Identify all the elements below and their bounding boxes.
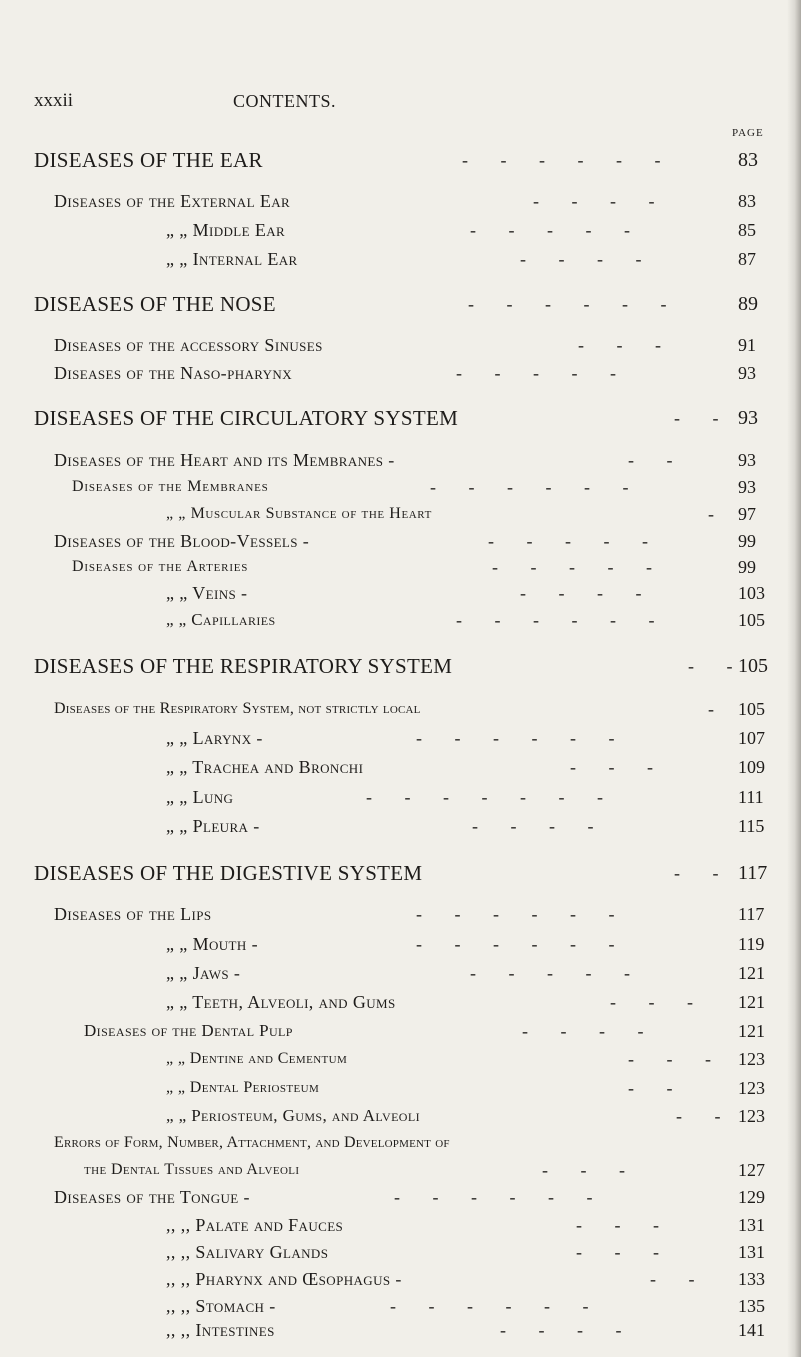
leader-dashes: - - - [576, 1215, 673, 1235]
entry-title: „ „ Mouth - [166, 934, 258, 954]
entry-title: ,, ,, Pharynx and Œsophagus - [166, 1269, 402, 1289]
entry-page: 131 [738, 1215, 765, 1235]
entry-page: 93 [738, 450, 756, 470]
entry-title: Diseases of the accessory Sinuses [54, 335, 323, 355]
entry-title: DISEASES OF THE RESPIRATORY SYSTEM [34, 654, 453, 678]
leader-dashes: - - - - - - [416, 728, 629, 748]
entry-title: Diseases of the Naso-pharynx [54, 363, 293, 383]
toc-entry [0, 361, 801, 387]
leader-dashes: - - [676, 1106, 735, 1126]
entry-page: 109 [738, 757, 765, 777]
leader-dashes: - - - - - - [468, 294, 681, 314]
entry-page: 141 [738, 1320, 765, 1340]
entry-title: „ „ Periosteum, Gums, and Alveoli [166, 1106, 421, 1125]
toc-entry [0, 697, 801, 723]
entry-title: „ „ Capillaries [166, 610, 276, 629]
leader-dashes: - - - - [522, 1021, 658, 1041]
leader-dashes: - - - [610, 992, 707, 1012]
leader-dashes: - - - - - - [390, 1296, 603, 1316]
entry-page: 105 [738, 699, 765, 719]
leader-dashes: - - - - - [456, 363, 630, 383]
toc-entry [0, 247, 801, 273]
toc-entry [0, 581, 801, 607]
entry-title: ,, ,, Salivary Glands [166, 1242, 329, 1262]
entry-page: 135 [738, 1296, 765, 1316]
toc-entry [0, 932, 801, 958]
entry-title: „ „ Jaws - [166, 963, 241, 983]
toc-entry [0, 1240, 801, 1266]
toc-section-heading [0, 654, 801, 680]
entry-page: 117 [738, 904, 765, 924]
entry-page: 91 [738, 335, 756, 355]
toc-entry [0, 814, 801, 840]
toc-entry [0, 1076, 801, 1102]
entry-title: Diseases of the Tongue - [54, 1187, 250, 1207]
entry-page: 99 [738, 557, 756, 577]
toc-entry [0, 1047, 801, 1073]
toc-section-heading [0, 148, 801, 174]
leader-dashes: - [708, 504, 728, 524]
entry-page: 93 [738, 363, 756, 383]
entry-title: „ „ Dentine and Cementum [166, 1050, 348, 1067]
entry-page: 105 [738, 655, 768, 677]
leader-dashes: - - [674, 408, 733, 428]
leader-dashes: - - - - - - [430, 477, 643, 497]
toc-section-heading [0, 406, 801, 432]
entry-page: 115 [738, 816, 765, 836]
entry-page: 121 [738, 1021, 765, 1041]
entry-title: „ „ Teeth, Alveoli, and Gums [166, 992, 396, 1012]
entry-page: 85 [738, 220, 756, 240]
entry-title: ,, ,, Palate and Fauces [166, 1215, 344, 1235]
leader-dashes: - - - - - - [462, 150, 675, 170]
entry-title: „ „ Lung [166, 787, 234, 807]
toc-entry [0, 990, 801, 1016]
leader-dashes: - - [674, 863, 733, 883]
entry-page: 87 [738, 249, 756, 269]
toc-entry [0, 555, 801, 581]
leader-dashes: - - - [542, 1160, 639, 1180]
leader-dashes: - - - - [500, 1320, 636, 1340]
leader-dashes: - - - [576, 1242, 673, 1262]
toc-entry [0, 1158, 801, 1184]
entry-page: 93 [738, 407, 758, 429]
entry-title: „ „ Trachea and Bronchi [166, 757, 364, 777]
entry-title: DISEASES OF THE EAR [34, 148, 263, 172]
entry-title: Diseases of the Lips [54, 904, 212, 924]
entry-title: Diseases of the Membranes [72, 478, 269, 495]
entry-title: DISEASES OF THE CIRCULATORY SYSTEM [34, 406, 459, 430]
toc-entry [0, 502, 801, 528]
toc-entry [0, 448, 801, 474]
entry-page: 123 [738, 1049, 765, 1069]
entry-title: DISEASES OF THE DIGESTIVE SYSTEM [34, 861, 423, 885]
running-head-title: CONTENTS. [233, 91, 336, 111]
entry-title: „ „ Internal Ear [166, 249, 298, 269]
entry-title: ,, ,, Stomach - [166, 1296, 276, 1316]
entry-page: 129 [738, 1187, 765, 1207]
toc-entry [0, 1019, 801, 1045]
entry-title: Diseases of the Dental Pulp [84, 1021, 293, 1040]
leader-dashes: - - - - - - - [366, 787, 617, 807]
toc-entry [0, 218, 801, 244]
leader-dashes: - - - [628, 1049, 725, 1069]
toc-entry [0, 189, 801, 215]
leader-dashes: - - [688, 656, 747, 676]
leader-dashes: - - - - - [470, 220, 644, 240]
entry-page: 127 [738, 1160, 765, 1180]
leader-dashes: - - - - - [492, 557, 666, 577]
toc-entry [0, 608, 801, 634]
toc-entry [0, 1185, 801, 1211]
entry-page: 111 [738, 787, 764, 807]
entry-page: 99 [738, 531, 756, 551]
entry-page: 119 [738, 934, 765, 954]
toc-entry [0, 902, 801, 928]
toc-section-heading [0, 861, 801, 887]
entry-page: 97 [738, 504, 756, 524]
entry-page: 107 [738, 728, 765, 748]
entry-page: 93 [738, 477, 756, 497]
leader-dashes: - [708, 699, 728, 719]
entry-page: 123 [738, 1078, 765, 1098]
leader-dashes: - - [650, 1269, 709, 1289]
entry-title: „ „ Middle Ear [166, 220, 286, 240]
toc-entry [0, 755, 801, 781]
toc-entry [0, 1267, 801, 1293]
leader-dashes: - - - - - - [416, 934, 629, 954]
leader-dashes: - - - - - [470, 963, 644, 983]
toc-entry [0, 726, 801, 752]
leader-dashes: - - [628, 450, 687, 470]
entry-page: 89 [738, 293, 758, 315]
leader-dashes: - - - [578, 335, 675, 355]
leader-dashes: - - - [570, 757, 667, 777]
entry-title: ,, ,, Intestines [166, 1320, 275, 1340]
toc-section-heading [0, 292, 801, 318]
page-column-label: PAGE [732, 127, 764, 139]
leader-dashes: - - - - [533, 191, 669, 211]
toc-entry [0, 1131, 801, 1157]
leader-dashes: - - - - [520, 583, 656, 603]
entry-title: „ „ Dental Periosteum [166, 1079, 320, 1096]
leader-dashes: - - - - [520, 249, 656, 269]
entry-title: „ „ Larynx - [166, 728, 263, 748]
leader-dashes: - - - - - - [456, 610, 669, 630]
entry-title: Diseases of the Blood-Vessels - [54, 531, 310, 551]
toc-entry [0, 1213, 801, 1239]
entry-page: 83 [738, 149, 758, 171]
entry-page: 133 [738, 1269, 765, 1289]
entry-page: 123 [738, 1106, 765, 1126]
entry-page: 117 [738, 862, 768, 884]
toc-entry [0, 475, 801, 501]
entry-title: Diseases of the Respiratory System, not strictly local [54, 700, 421, 717]
toc-entry [0, 1318, 801, 1344]
entry-title: „ „ Pleura - [166, 816, 260, 836]
entry-page: 105 [738, 610, 765, 630]
entry-page: 121 [738, 963, 765, 983]
leader-dashes: - - - - [472, 816, 608, 836]
toc-entry [0, 1294, 801, 1320]
entry-page: 131 [738, 1242, 765, 1262]
entry-page: 83 [738, 191, 756, 211]
toc-entry [0, 333, 801, 359]
leader-dashes: - - [628, 1078, 687, 1098]
toc-entry [0, 961, 801, 987]
entry-title: Diseases of the Heart and its Membranes - [54, 450, 395, 470]
entry-title: Diseases of the External Ear [54, 191, 291, 211]
leader-dashes: - - - - - - [394, 1187, 607, 1207]
leader-dashes: - - - - - [488, 531, 662, 551]
entry-title: the Dental Tissues and Alveoli [84, 1161, 300, 1178]
entry-title: „ „ Muscular Substance of the Heart [166, 505, 432, 522]
entry-page: 121 [738, 992, 765, 1012]
roman-page-number: xxxii [34, 90, 74, 111]
toc-entry [0, 529, 801, 555]
toc-entry [0, 1104, 801, 1130]
entry-title: „ „ Veins - [166, 583, 248, 603]
entry-title: Errors of Form, Number, Attachment, and Development of [54, 1134, 450, 1151]
entry-title: Diseases of the Arteries [72, 558, 249, 575]
toc-entry [0, 785, 801, 811]
entry-title: DISEASES OF THE NOSE [34, 292, 276, 316]
entry-page: 103 [738, 583, 765, 603]
leader-dashes: - - - - - - [416, 904, 629, 924]
